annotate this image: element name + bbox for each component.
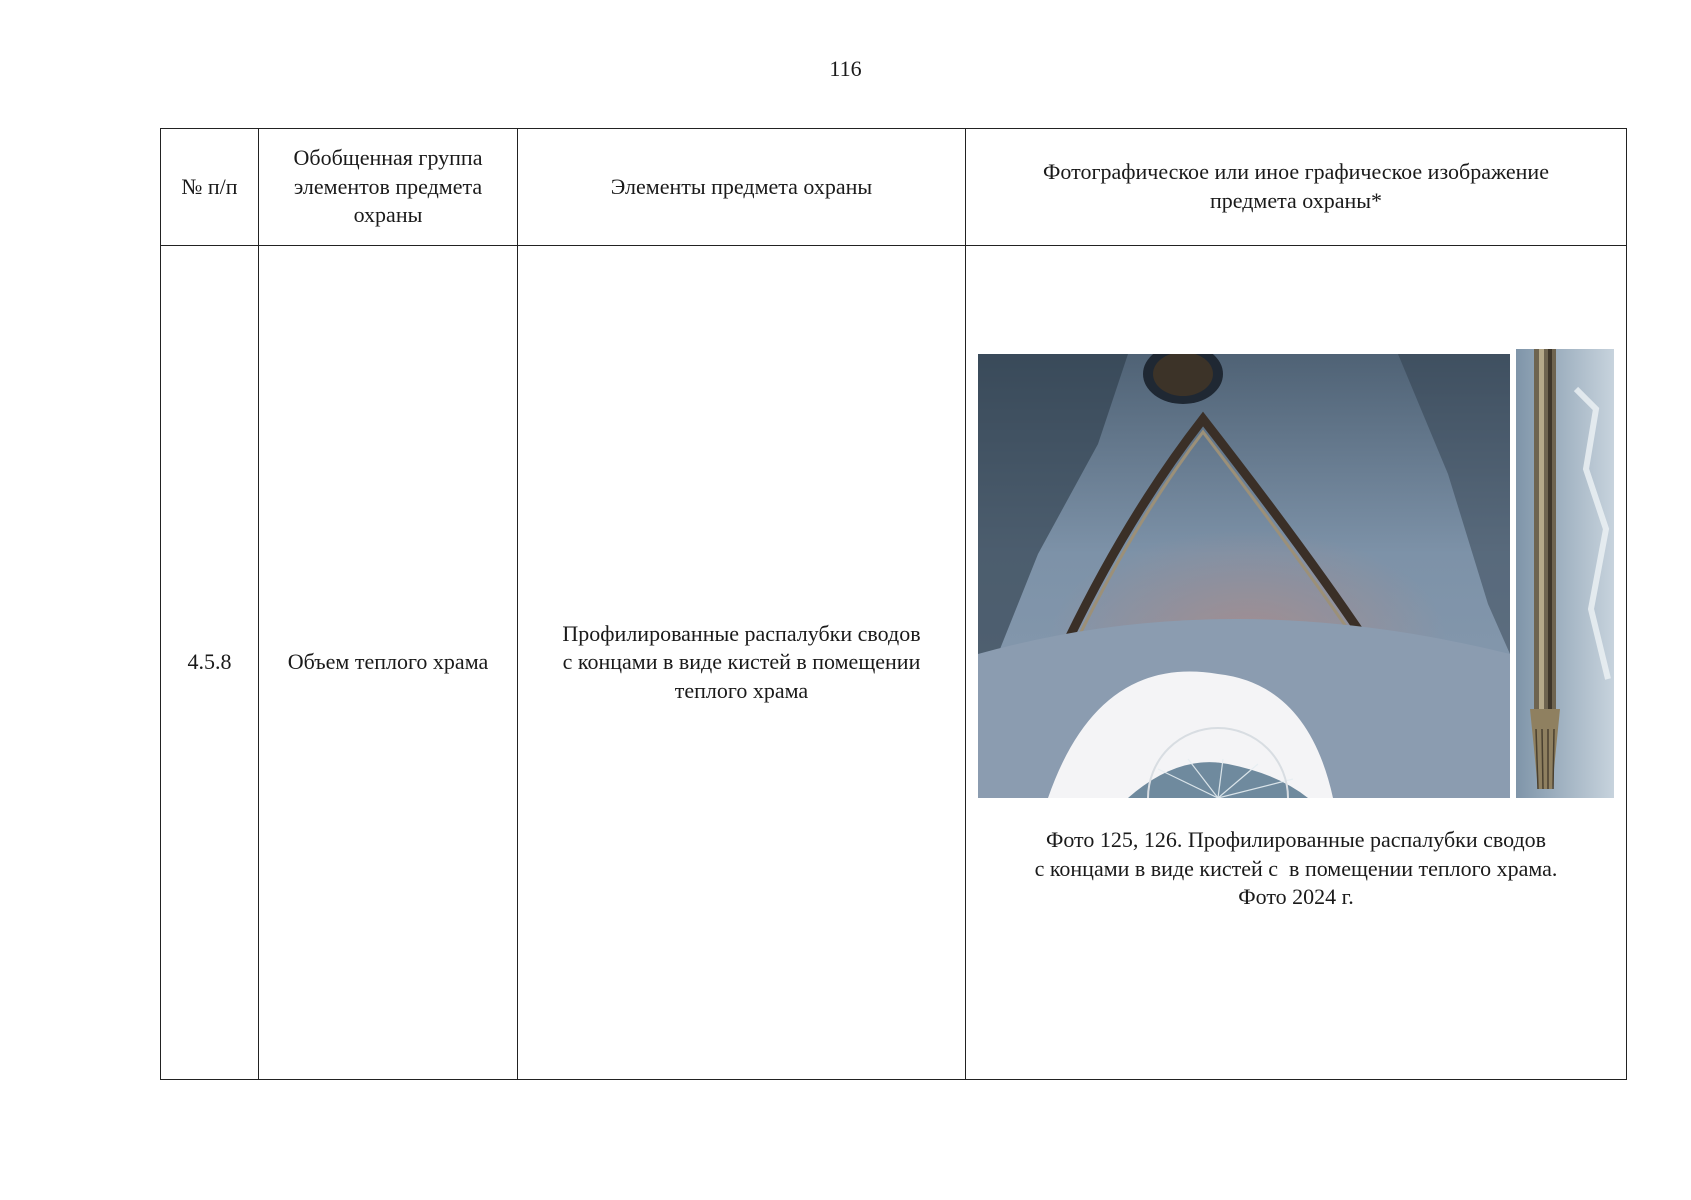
table-row: [161, 246, 1627, 1080]
header-group-line: элементов предмета: [293, 173, 483, 199]
vault-photo-125: [978, 354, 1510, 798]
row-elements-line: теплого храма: [674, 677, 809, 703]
header-group-line: охраны: [353, 202, 423, 228]
row-elements-line: Профилированные распалубки сводов: [562, 620, 921, 646]
vault-photo-126: [1516, 349, 1614, 798]
header-group: [259, 129, 518, 246]
header-image-line: предмета охраны*: [1209, 188, 1383, 213]
row-elements-line: с концами в виде кистей в помещении: [562, 649, 921, 675]
photo-caption: [966, 826, 1626, 912]
photo-caption-line: Фото 2024 г.: [1238, 884, 1354, 910]
photo-caption-line: с концами в виде кистей с в помещении теплого храма.: [1034, 855, 1558, 881]
header-elements: Элементы предмета охраны: [518, 129, 966, 246]
header-image-line: Фотографическое или иное графическое изображение: [1043, 159, 1549, 185]
page-number: 116: [829, 56, 862, 81]
header-image: [966, 129, 1627, 246]
row-group: Объем теплого храма: [259, 246, 518, 1080]
protection-table: [160, 128, 1627, 1080]
row-image-cell: [966, 246, 1627, 1080]
row-number: 4.5.8: [161, 246, 259, 1080]
header-number: № п/п: [161, 129, 259, 246]
photo-caption-line: Фото 125, 126. Профилированные распалубки сводов: [1045, 827, 1547, 852]
header-group-line: Обобщенная группа: [293, 145, 483, 171]
row-elements: [518, 246, 966, 1080]
table-header-row: [161, 129, 1627, 246]
